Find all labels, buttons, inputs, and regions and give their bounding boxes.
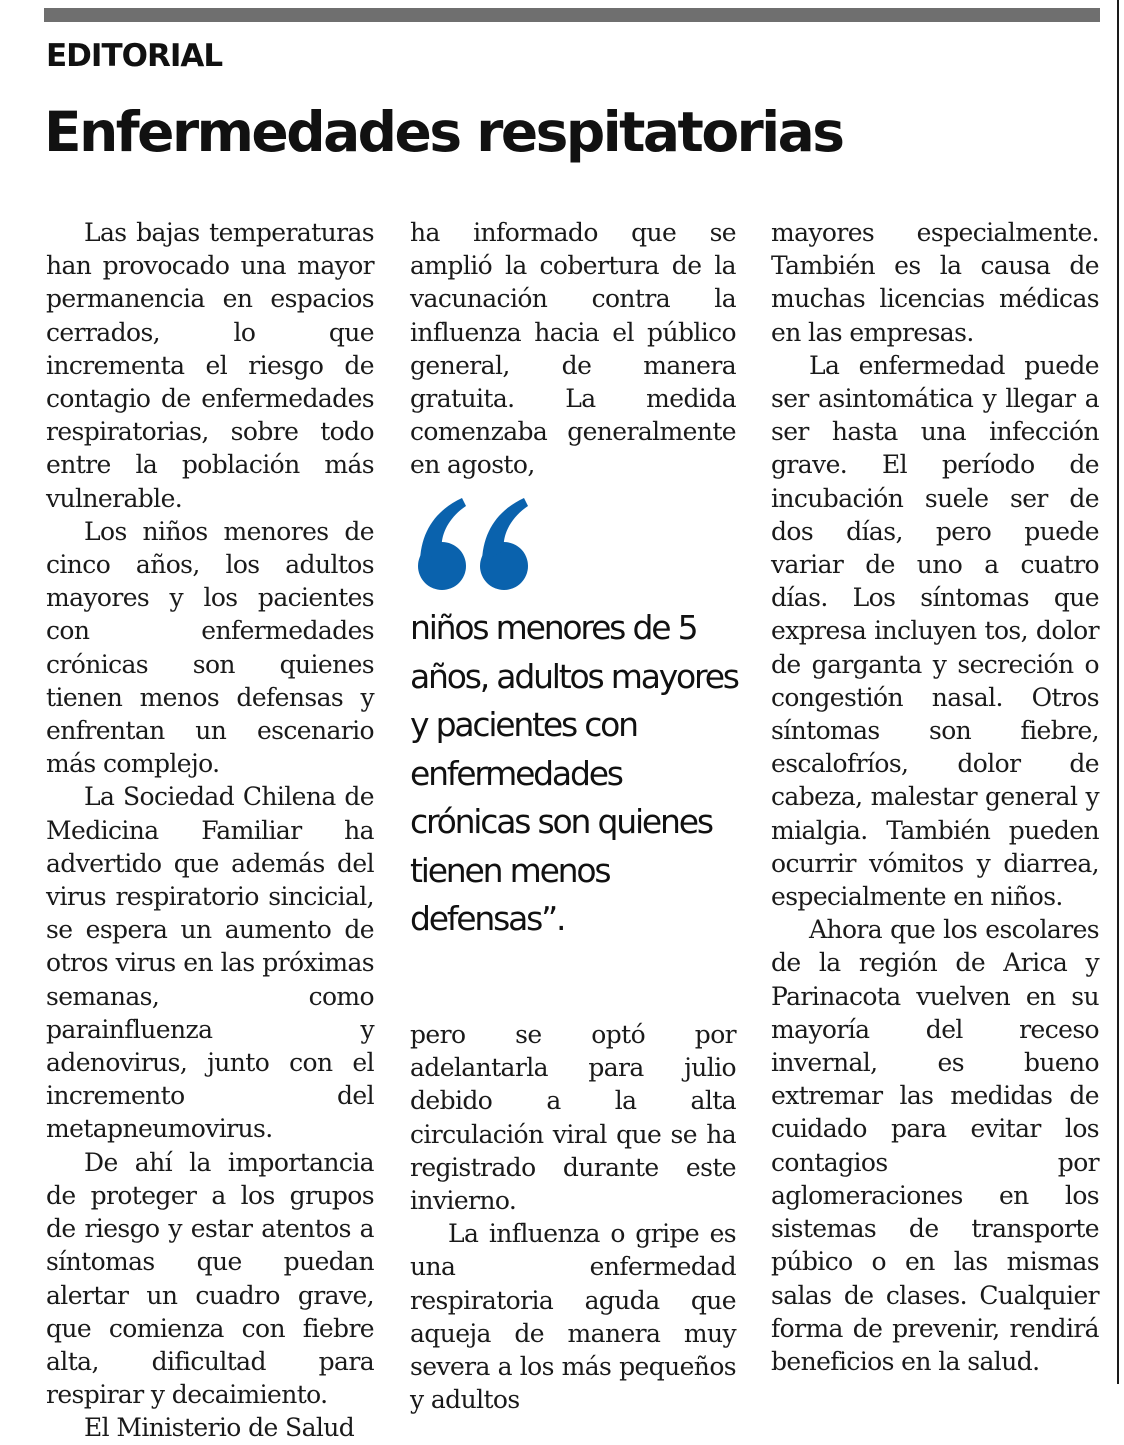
article-column-2-bottom <box>410 1018 736 1416</box>
article-column-1 <box>46 216 374 1445</box>
quote-mark-icon <box>412 492 542 596</box>
paragraph: Ahora que los escolares de la región de Arica y Parinacota vuelven en su mayoría del receso invernal, es bueno extremar las medidas de cuidado para evitar los contagios por aglomeraciones en los sistemas de transporte púbico o en las mismas salas de clases. Cualquier forma de prevenir, rendirá beneficios en la salud. <box>771 915 1099 1376</box>
paragraph: La Sociedad Chilena de Medicina Familiar ha advertido que además del virus respiratorio sincicial, se espera un aumento de otros virus en las próximas semanas, como parainfluenza y adenovirus, junto con el incremento del metapneumovirus. <box>46 782 374 1144</box>
article-column-3 <box>771 216 1099 1378</box>
paragraph: El Ministerio de Salud <box>84 1413 355 1443</box>
section-label: EDITORIAL <box>46 38 223 74</box>
paragraph: Las bajas temperaturas han provocado una mayor permanencia en espacios cerrados, lo que incrementa el riesgo de contagio de enfermedades respiratorias, sobre todo entre la población más vulnerable. <box>46 218 374 513</box>
article-column-2-top <box>410 216 736 482</box>
paragraph: ha informado que se amplió la cobertura de la vacunación contra la influenza hacia el público general, de manera gratuita. La medida comenzaba generalmente en agosto, <box>410 218 736 480</box>
paragraph: La enfermedad puede ser asintomática y llegar a ser hasta una infección grave. El período de incubación suele ser de dos días, pero puede variar de uno a cuatro días. Los síntomas que expresa incluyen tos, dolor de garganta y secreción o congestión nasal. Otros síntomas son fiebre, escalofríos, dolor de cabeza, malestar general y mialgia. También pueden ocurrir vómitos y diarrea, especialmente en niños. <box>771 350 1099 912</box>
top-rule <box>44 8 1100 22</box>
paragraph: mayores especialmente. También es la causa de muchas licencias médicas en las empresas. <box>771 218 1099 347</box>
column-divider <box>1117 0 1119 1384</box>
paragraph: De ahí la importancia de proteger a los grupos de riesgo y estar atentos a síntomas que puedan alertar un cuadro grave, que comienza con fiebre alta, dificultad para respirar y decaimiento. <box>46 1147 374 1410</box>
paragraph: La influenza o gripe es una enfermedad respiratoria aguda que aqueja de manera muy severa a los más pequeños y adultos <box>410 1219 736 1415</box>
paragraph: Los niños menores de cinco años, los adultos mayores y los pacientes con enfermedades crónicas son quienes tienen menos defensas y enfrentan un escenario más complejo. <box>46 516 374 779</box>
headline: Enfermedades respitatorias <box>44 100 843 164</box>
paragraph: pero se optó por adelantarla para julio debido a la alta circulación viral que se ha registrado durante este invierno. <box>410 1020 736 1216</box>
pull-quote: niños menores de 5 años, adultos mayores y pacientes con enfermedades crónicas son quienes tienen menos defensas”. <box>410 608 738 938</box>
